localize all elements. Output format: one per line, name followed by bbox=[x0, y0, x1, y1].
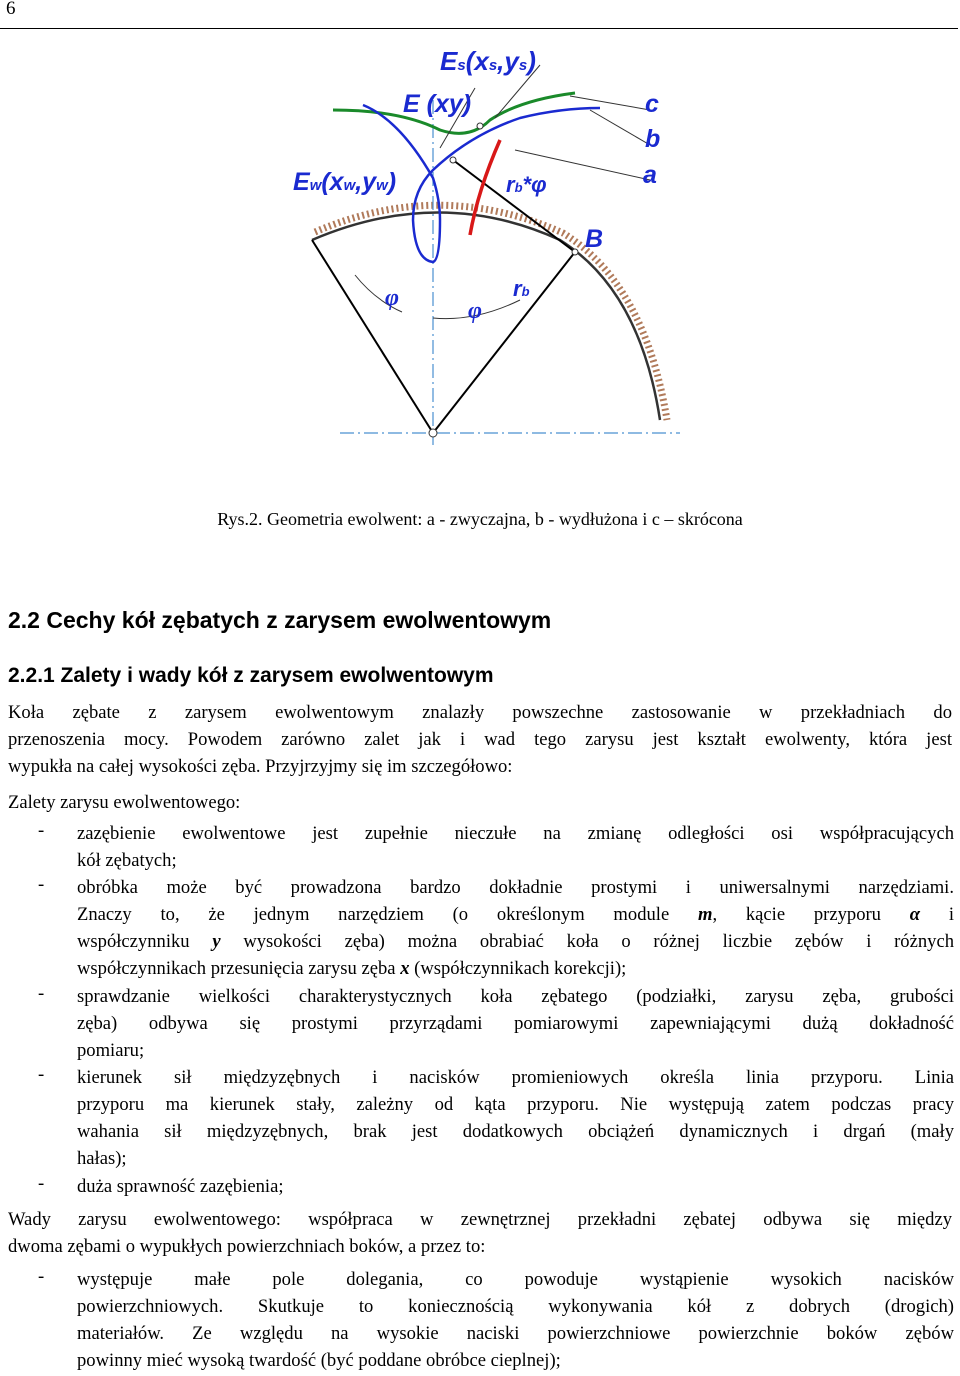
leader-lines bbox=[440, 65, 650, 180]
advantage-3-line-1: sprawdzanie wielkości charakterystycznych koła zębatego (podziałki, zarysu zęba, grubości bbox=[77, 986, 954, 1007]
advantage-4-line-3: wahania sił międzyzębnych, brak jest dodatkowych obciążeń dynamicznych i drgań (mały bbox=[77, 1121, 954, 1142]
section-heading: 2.2 Cechy kół zębatych z zarysem ewolwentowym bbox=[8, 607, 552, 633]
advantage-2-line-1: obróbka może być prowadzona bardzo dokładnie prostymi i uniwersalnymi narzędziami. bbox=[77, 877, 954, 898]
label-e: E (xy) bbox=[403, 90, 472, 118]
disadvantages-intro-line-1: Wady zarysu ewolwentowego: współpraca w zewnętrznej przekładni zębatej odbywa się między bbox=[8, 1209, 952, 1230]
bullet: - bbox=[38, 874, 45, 895]
intro-line-1: Koła zębate z zarysem ewolwentowym znalazły powszechne zastosowanie w przekładniach do bbox=[8, 702, 952, 723]
page-number: 6 bbox=[6, 0, 16, 19]
label-a: a bbox=[643, 161, 657, 189]
label-es: Es(xs,ys) bbox=[440, 46, 536, 76]
label-c: c bbox=[645, 90, 659, 118]
advantage-5: duża sprawność zazębienia; bbox=[77, 1176, 284, 1197]
advantage-4-line-4: hałas); bbox=[77, 1148, 127, 1169]
curve-a bbox=[470, 140, 500, 235]
angle-arcs bbox=[355, 275, 520, 319]
advantage-4-line-2: przyporu ma kierunek stały, zależny od kąta przyporu. Nie występują zatem podczas pracy bbox=[77, 1094, 954, 1115]
bullet: - bbox=[38, 1064, 45, 1085]
advantage-3-line-3: pomiaru; bbox=[77, 1040, 145, 1061]
disadvantage-1-line-3: materiałów. Ze względu na wysokie naciski powierzchniowe powierzchnie boków zębów bbox=[77, 1323, 954, 1344]
advantage-2-line-3: współczynniku y wysokości zęba) można obrabiać koła o różnej liczbie zębów i różnych bbox=[77, 931, 954, 952]
bullet: - bbox=[38, 1173, 45, 1194]
advantage-1-line-1: zazębienie ewolwentowe jest zupełnie nieczułe na zmianę odległości osi współpracujących bbox=[77, 823, 954, 844]
advantage-2-line-4: współczynnikach przesunięcia zarysu zęba x (współczynnikach korekcji); bbox=[77, 958, 627, 979]
disadvantages-intro-line-2: dwoma zębami o wypukłych powierzchniach boków, a przez to: bbox=[8, 1236, 486, 1257]
label-b: b bbox=[645, 125, 661, 153]
bullet: - bbox=[38, 983, 45, 1004]
label-phi-1: φ bbox=[385, 285, 400, 311]
advantages-heading: Zalety zarysu ewolwentowego: bbox=[8, 792, 241, 813]
label-ew: Ew(xw,yw) bbox=[293, 168, 397, 196]
label-phi-2: φ bbox=[468, 298, 483, 324]
label-B: B bbox=[585, 225, 604, 253]
label-rb: rb bbox=[513, 276, 530, 301]
intro-line-2: przenoszenia mocy. Powodem zarówno zalet jak i wad tego zarysu jest kształt ewolwenty, która jest bbox=[8, 729, 952, 750]
label-rb-phi: rb*φ bbox=[506, 172, 547, 197]
disadvantage-1-line-1: występuje małe pole dolegania, co powoduje wystąpienie wysokich nacisków bbox=[77, 1269, 954, 1290]
bullet: - bbox=[38, 1266, 45, 1287]
advantage-2-line-2: Znaczy to, że jednym narzędziem (o określonym module m, kącie przyporu α i bbox=[77, 904, 954, 925]
advantage-3-line-2: zęba) odbywa się prostymi przyrządami pomiarowymi zapewniającymi dużą dokładność bbox=[77, 1013, 954, 1034]
construction-axes bbox=[340, 100, 680, 445]
radius-lines bbox=[312, 160, 575, 433]
header-rule bbox=[0, 28, 958, 29]
bullet: - bbox=[38, 820, 45, 841]
advantage-1-line-2: kół zębatych; bbox=[77, 850, 177, 871]
figure-caption: Rys.2. Geometria ewolwent: a - zwyczajna, b - wydłużona i c – skrócona bbox=[217, 509, 743, 529]
involute-geometry-figure bbox=[270, 44, 690, 454]
points bbox=[429, 123, 578, 437]
disadvantage-1-line-4: powinny mieć wysoką twardość (być poddane obróbce cieplnej); bbox=[77, 1350, 561, 1371]
advantage-4-line-1: kierunek sił międzyzębnych i nacisków promieniowych określa linia przyporu. Linia bbox=[77, 1067, 954, 1088]
disadvantage-1-line-2: powierzchniowych. Skutkuje to koniecznością wykonywania kół z dobrych (drogich) bbox=[77, 1296, 954, 1317]
base-circle-arc bbox=[312, 205, 667, 420]
intro-line-3: wypukła na całej wysokości zęba. Przyjrzyjmy się im szczegółowo: bbox=[8, 756, 513, 777]
subsection-heading: 2.2.1 Zalety i wady kół z zarysem ewolwentowym bbox=[8, 664, 494, 687]
